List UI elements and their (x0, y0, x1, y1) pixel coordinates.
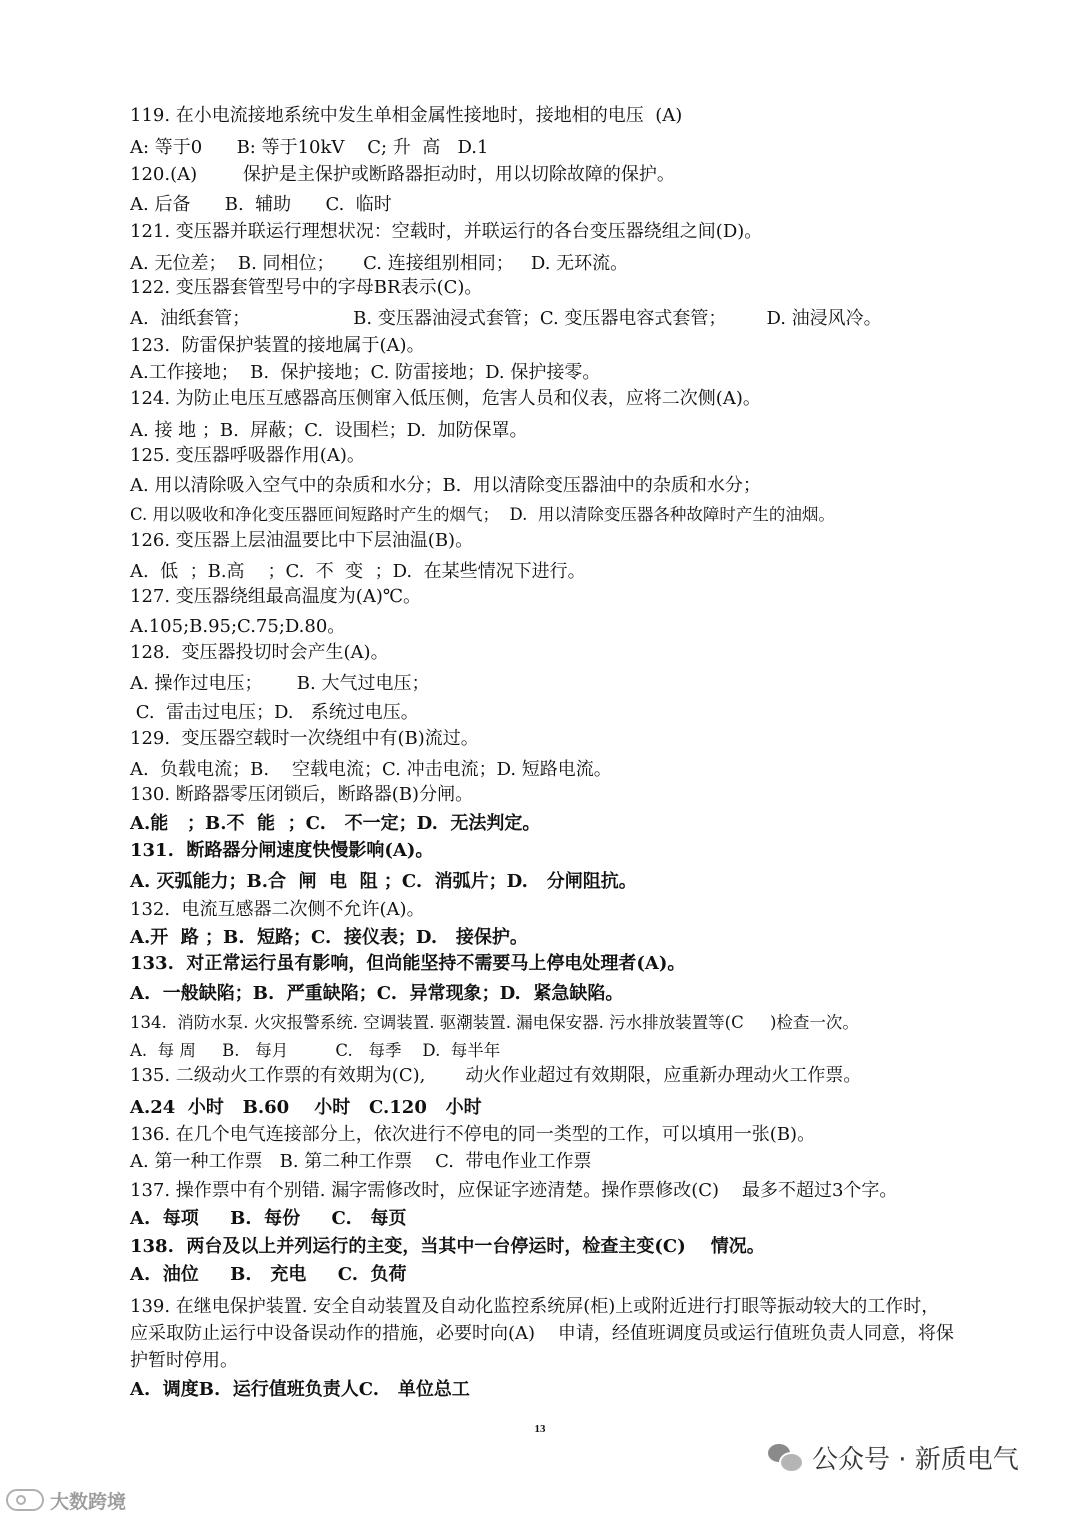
question-121: 121. 变压器并联运行理想状况：空载时，并联运行的各台变压器绕组之间(D)。 (130, 221, 763, 242)
page-number: 13 (534, 1423, 546, 1435)
question-126: 126. 变压器上层油温要比中下层油温(B)。 (130, 530, 474, 551)
question-137: 137. 操作票中有个别错. 漏字需修改时，应保证字迹清楚。操作票修改(C) 最多不超过3个字。 (130, 1180, 898, 1201)
options-128-cd: C. 雷击过电压；D. 系统过电压。 (130, 702, 419, 723)
options-127: A.105;B.95;C.75;D.80。 (130, 616, 346, 637)
wechat-icon (768, 1442, 802, 1472)
question-132: 132. 电流互感器二次侧不允许(A)。 (130, 899, 425, 920)
options-123: A.工作接地； B. 保护接地；C. 防雷接地；D. 保护接零。 (130, 362, 601, 383)
question-139-line3: 护暂时停用。 (130, 1350, 238, 1371)
question-127: 127. 变压器绕组最高温度为(A)℃。 (130, 586, 421, 607)
question-129: 129. 变压器空载时一次绕组中有(B)流过。 (130, 728, 479, 749)
options-130: A.能 ；B.不 能 ；C. 不一定；D. 无法判定。 (130, 813, 541, 834)
watermark-text: 大数跨境 (50, 1490, 127, 1513)
question-136: 136. 在几个电气连接部分上，依次进行不停电的同一类型的工作，可以填用一张(B)。 (130, 1124, 816, 1145)
options-134: A. 每 周 B. 每月 C. 每季 D. 每半年 (130, 1041, 501, 1060)
question-139-line2: 应采取防止运行中设备误动作的措施，必要时向(A) 申请，经值班调度员或运行值班负责人同意，将保 (130, 1323, 954, 1344)
options-125-cd: C. 用以吸收和净化变压器匝间短路时产生的烟气； D. 用以清除变压器各种故障时产生的油烟。 (130, 505, 835, 524)
question-128: 128. 变压器投切时会产生(A)。 (130, 642, 389, 663)
question-138: 138. 两台及以上并列运行的主变，当其中一台停运时，检查主变(C) 情况。 (130, 1236, 765, 1257)
options-139: A. 调度B. 运行值班负责人C. 单位总工 (130, 1379, 470, 1400)
options-122: A. 油纸套管； B. 变压器油浸式套管；C. 变压器电容式套管； D. 油浸风冷。 (130, 308, 882, 329)
options-125-ab: A. 用以清除吸入空气中的杂质和水分；B. 用以清除变压器油中的杂质和水分； (130, 475, 761, 496)
question-123: 123. 防雷保护装置的接地属于(A)。 (130, 335, 425, 356)
options-136: A. 第一种工作票 B. 第二种工作票 C. 带电作业工作票 (130, 1151, 592, 1172)
question-119: 119. 在小电流接地系统中发生单相金属性接地时，接地相的电压 (A) (130, 105, 683, 126)
options-119: A: 等于0 B: 等于10kV C; 升 高 D.1 (130, 137, 489, 158)
options-137: A. 每项 B. 每份 C. 每页 (130, 1208, 407, 1229)
options-126: A. 低 ；B.高 ；C. 不 变 ；D. 在某些情况下进行。 (130, 561, 586, 582)
question-133: 133. 对正常运行虽有影响，但尚能坚持不需要马上停电处理者(A)。 (130, 953, 686, 974)
options-138: A. 油位 B. 充电 C. 负荷 (130, 1264, 407, 1285)
question-125: 125. 变压器呼吸器作用(A)。 (130, 445, 365, 466)
options-129: A. 负载电流；B. 空载电流；C. 冲击电流；D. 短路电流。 (130, 759, 612, 780)
question-130: 130. 断路器零压闭锁后，断路器(B)分闸。 (130, 784, 474, 805)
options-121: A. 无位差； B. 同相位； C. 连接组别相同； D. 无环流。 (130, 253, 629, 274)
options-120: A. 后备 B. 辅助 C. 临时 (130, 194, 392, 215)
question-124: 124. 为防止电压互感器高压侧窜入低压侧，危害人员和仪表，应将二次侧(A)。 (130, 388, 761, 409)
wechat-account-badge (768, 1440, 1058, 1474)
question-134: 134. 消防水泵. 火灾报警系统. 空调装置. 驱潮装置. 漏电保安器. 污水排放装置等(C )检查一次。 (130, 1013, 859, 1032)
question-139-line1: 139. 在继电保护装置. 安全自动装置及自动化监控系统屏(柜)上或附近进行打眼等振动较大的工作时， (130, 1296, 940, 1317)
options-124: A. 接 地 ；B. 屏蔽；C. 设围栏；D. 加防保罩。 (130, 420, 528, 441)
watermark-logo-icon (6, 1489, 44, 1511)
wechat-account-name: 公众号 · 新质电气 (812, 1444, 1019, 1475)
options-131: A. 灭弧能力；B.合 闸 电 阻 ；C. 消弧片；D. 分闸阻抗。 (130, 871, 637, 892)
question-135: 135. 二级动火工作票的有效期为(C), 动火作业超过有效期限，应重新办理动火工作票。 (130, 1065, 862, 1086)
options-132: A.开 路 ；B. 短路；C. 接仪表；D. 接保护。 (130, 927, 528, 948)
question-122: 122. 变压器套管型号中的字母BR表示(C)。 (130, 277, 483, 298)
watermark (6, 1484, 126, 1516)
question-131: 131. 断路器分闸速度快慢影响(A)。 (130, 840, 434, 861)
options-133: A. 一般缺陷；B. 严重缺陷；C. 异常现象；D. 紧急缺陷。 (130, 983, 624, 1004)
options-128-ab: A. 操作过电压； B. 大气过电压； (130, 673, 430, 694)
options-135: A.24 小时 B.60 小时 C.120 小时 (130, 1097, 482, 1118)
question-120: 120.(A) 保护是主保护或断路器拒动时，用以切除故障的保护。 (130, 164, 675, 185)
